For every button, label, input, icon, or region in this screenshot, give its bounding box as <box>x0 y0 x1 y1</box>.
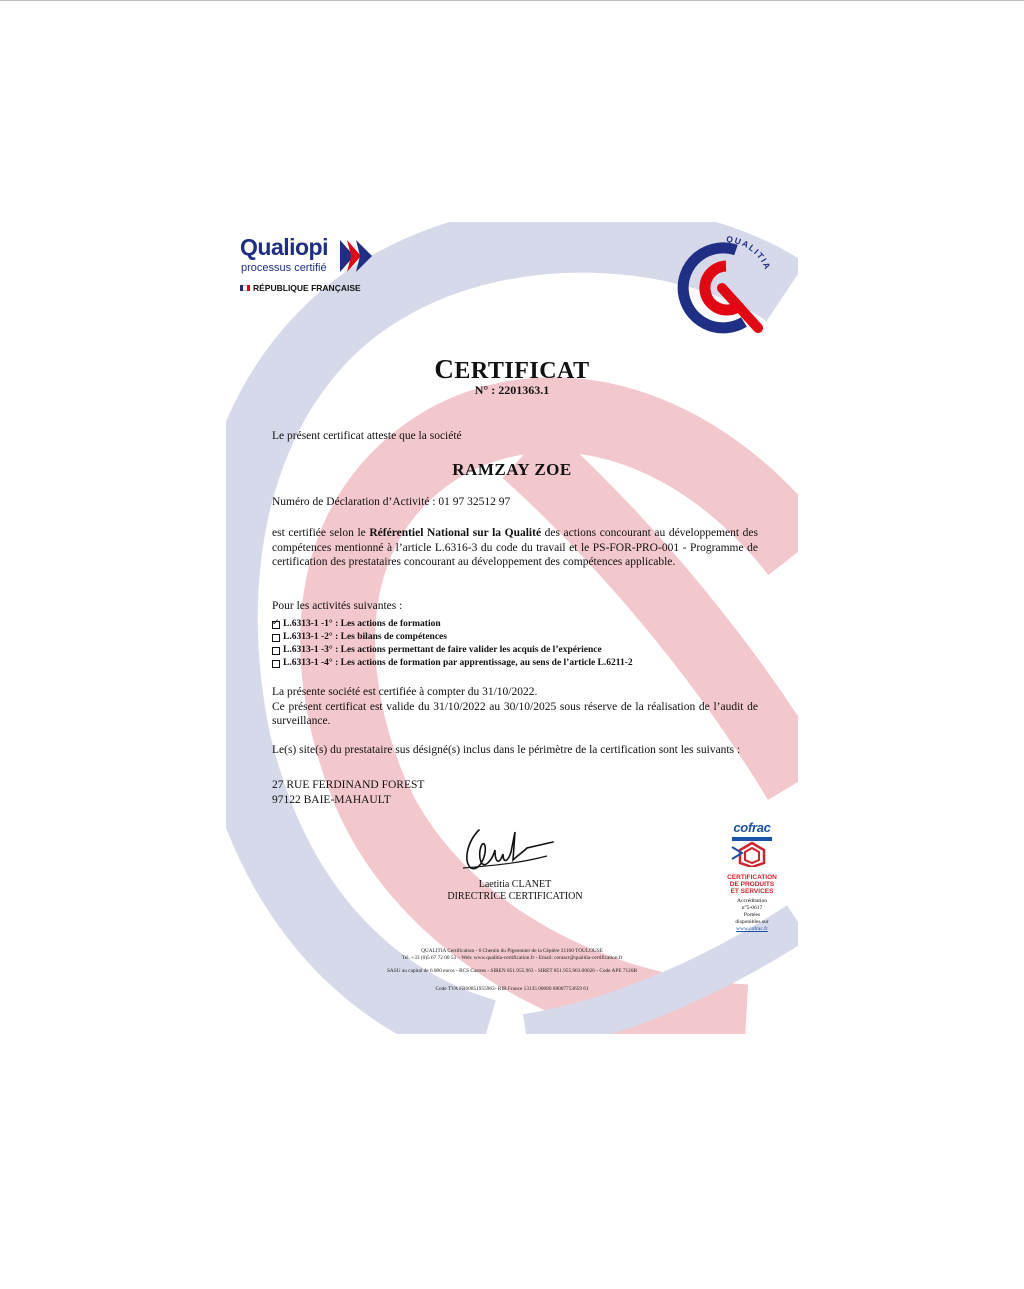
qualiopi-tagline: processus certifié <box>241 262 327 274</box>
checkbox-empty-icon <box>272 634 280 642</box>
title-initial: C <box>434 354 455 384</box>
checkbox-empty-icon <box>272 647 280 655</box>
top-border <box>0 0 1024 1</box>
activities-list <box>272 618 772 670</box>
certificate-number: N° : 2201363.1 <box>474 383 550 397</box>
activity-label: L.6313-1 -2° : Les bilans de compétences <box>283 632 447 642</box>
statement-part2: des actions concourant au développement des compétences mentionné à l’article L.6316-3 du code du travail et le PS-FOR-PRO-001 - Programme de certification des prestataires concourant au développement des compétences applicable. <box>272 527 758 568</box>
cofrac-link[interactable]: www.cofrac.fr <box>736 926 768 932</box>
certificate-page <box>226 222 798 1034</box>
republique-label: RÉPUBLIQUE FRANÇAISE <box>253 283 361 293</box>
activities-heading: Pour les activités suivantes : <box>272 600 403 612</box>
certificate-title <box>226 354 798 385</box>
signer-name: Laetitia CLANET <box>478 879 552 890</box>
activity-item <box>272 657 772 670</box>
accreditation-number: n°5-0617 <box>741 905 763 911</box>
activity-item <box>272 618 772 631</box>
company-name: RAMZAY ZOE <box>452 460 572 479</box>
footer-line4: Code TVA FR60851955963- RIB France 13135 00080 08007753659 61 <box>435 986 589 992</box>
cofrac-line3: ET SERVICES <box>730 888 774 895</box>
footer-line2: Tél. +33 (0)5 67 72 00 53 – Web: www.qualitia-certification.fr - Email: contact@qualitia-certification.fr <box>401 955 623 961</box>
qualitia-logo <box>664 232 774 344</box>
cofrac-logo-text: cofrac <box>733 820 771 835</box>
sites-intro: Le(s) site(s) du prestataire sus désigné(s) inclus dans le périmètre de la certification sont les suivants : <box>272 744 741 756</box>
cofrac-accreditation <box>726 898 778 933</box>
certification-statement <box>272 526 758 570</box>
checkbox-checked-icon <box>272 621 280 629</box>
cofrac-line1: CERTIFICATION <box>727 874 777 881</box>
activity-label: L.6313-1 -3° : Les actions permettant de faire valider les acquis de l’expérience <box>283 645 602 655</box>
cofrac-line2: DE PRODUITS <box>729 881 775 888</box>
activity-item <box>272 631 772 644</box>
address-line1: 27 RUE FERDINAND FOREST <box>272 779 425 791</box>
validity-period: Ce présent certificat est valide du 31/10/2022 au 30/10/2025 sous réserve de la réalisation de l’audit de surveillance. <box>272 700 758 727</box>
footer-line1: QUALITIA Certification - 6 Chemin du Pigeonnier de la Cépière 31100 TOULOUSE <box>421 948 603 954</box>
cofrac-certification <box>726 874 778 895</box>
cofrac-emblem-icon <box>730 835 774 867</box>
scope-line2: disponibles sur <box>735 919 769 925</box>
certified-from: La présente société est certifiée à compter du 31/10/2022. <box>272 686 538 698</box>
accreditation-label: Accréditation <box>737 898 767 904</box>
signer-title: DIRECTRICE CERTIFICATION <box>447 891 583 902</box>
footer-address <box>226 948 798 962</box>
intro-text: Le présent certificat atteste que la société <box>272 430 462 442</box>
title-rest: ERTIFICAT <box>454 358 590 384</box>
qualiopi-logo-text: Qualiopi <box>240 234 328 260</box>
validity-block <box>272 685 758 729</box>
footer-line3: SASU au capital de 6 000 euros - RCS Castres - SIREN 851.955.963 - SIRET 851.955.963.00026 - Code APE 7120B <box>386 968 638 974</box>
republique-francaise <box>240 283 361 293</box>
signer-block <box>386 879 644 903</box>
checkbox-empty-icon <box>272 660 280 668</box>
qualiopi-arrows-icon <box>338 238 374 274</box>
site-address <box>272 778 424 807</box>
address-line2: 97122 BAIE-MAHAULT <box>272 793 391 806</box>
statement-referentiel: Référentiel National sur la Qualité <box>369 527 542 539</box>
cofrac-badge <box>726 820 778 933</box>
scope-line1: Portées <box>743 912 761 918</box>
french-flag-icon <box>240 285 250 291</box>
declaration-number: Numéro de Déclaration d’Activité : 01 97 32512 97 <box>272 496 511 508</box>
activity-label: L.6313-1 -1° : Les actions de formation <box>283 619 441 629</box>
qualitia-label: QUALITIA <box>725 233 774 272</box>
activity-label: L.6313-1 -4° : Les actions de formation par apprentissage, au sens de l’article L.6211-2 <box>283 658 633 668</box>
signature-image <box>457 822 557 878</box>
activity-item <box>272 644 772 657</box>
statement-part1: est certifiée selon le <box>272 527 370 539</box>
